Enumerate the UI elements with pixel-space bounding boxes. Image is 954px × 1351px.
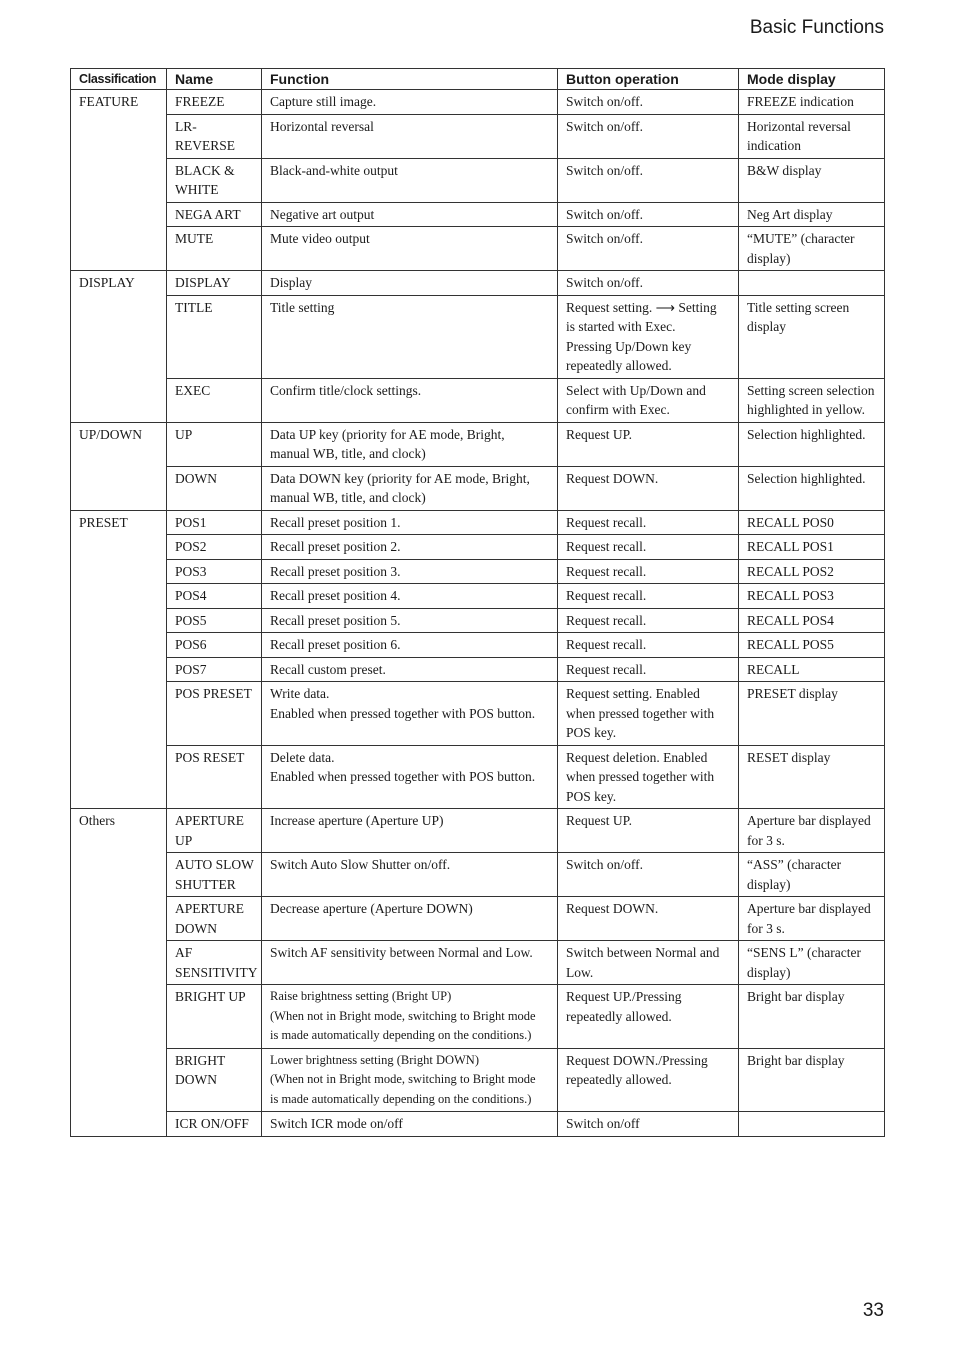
mode-display-cell <box>739 227 885 271</box>
name-cell <box>167 114 262 158</box>
name-cell <box>167 378 262 422</box>
button-operation-cell-line: Request recall. <box>566 661 647 677</box>
mode-display-cell <box>739 897 885 941</box>
table-header-row <box>71 69 885 90</box>
button-operation-cell-line: Switch between Normal and <box>566 945 720 960</box>
name-cell-line: POS7 <box>175 661 207 677</box>
name-cell-line: APERTURE <box>175 901 244 916</box>
button-operation-cell <box>558 633 739 658</box>
button-operation-cell-line: POS key. <box>566 725 617 740</box>
function-cell <box>262 985 558 1049</box>
name-cell <box>167 422 262 466</box>
name-cell-line: NEGA ART <box>175 206 241 222</box>
name-cell <box>167 941 262 985</box>
function-table <box>70 68 885 1137</box>
function-cell-line: Black-and-white output <box>270 162 398 178</box>
button-operation-cell-line: Switch on/off. <box>566 118 643 134</box>
mode-display-cell-line: RECALL <box>747 661 800 677</box>
table-row <box>71 271 885 296</box>
name-cell-line: POS4 <box>175 588 207 603</box>
button-operation-cell <box>558 941 739 985</box>
function-cell-line: Title setting <box>270 299 335 315</box>
button-operation-cell-line: confirm with Exec. <box>566 402 670 417</box>
classification-cell: DISPLAY <box>71 271 167 423</box>
name-cell-line: LR- <box>175 118 197 134</box>
function-cell-line: Enabled when pressed together with POS button. <box>270 705 536 721</box>
button-operation-cell <box>558 466 739 510</box>
mode-display-cell <box>739 466 885 510</box>
function-cell <box>262 158 558 202</box>
mode-display-cell <box>739 158 885 202</box>
mode-display-cell-line: display) <box>747 250 791 266</box>
mode-display-cell <box>739 657 885 682</box>
function-cell-line: Display <box>270 275 312 290</box>
name-cell <box>167 90 262 115</box>
button-operation-cell-line: repeatedly allowed. <box>566 1008 672 1024</box>
classification-cell: PRESET <box>71 510 167 809</box>
name-cell <box>167 584 262 609</box>
function-cell-line: Decrease aperture (Aperture DOWN) <box>270 901 473 916</box>
button-operation-cell <box>558 584 739 609</box>
name-cell-line: SHUTTER <box>175 876 236 892</box>
mode-display-cell-line: RECALL POS5 <box>747 637 834 652</box>
classification-cell: UP/DOWN <box>71 422 167 510</box>
button-operation-cell <box>558 271 739 296</box>
button-operation-cell <box>558 853 739 897</box>
name-cell <box>167 809 262 853</box>
classification-cell: Others <box>71 809 167 1137</box>
mode-display-cell <box>739 90 885 115</box>
function-cell <box>262 897 558 941</box>
mode-display-cell-line: “ASS” (character <box>747 857 842 872</box>
button-operation-cell <box>558 422 739 466</box>
function-cell-line: (When not in Bright mode, switching to Bright mode <box>270 1072 536 1086</box>
mode-display-cell <box>739 510 885 535</box>
button-operation-cell <box>558 985 739 1049</box>
function-cell-line: (When not in Bright mode, switching to Bright mode <box>270 1008 536 1023</box>
button-operation-cell <box>558 535 739 560</box>
name-cell-line: MUTE <box>175 231 214 246</box>
name-cell-line: POS5 <box>175 612 207 628</box>
table-row <box>71 227 885 271</box>
function-cell <box>262 227 558 271</box>
function-cell <box>262 295 558 378</box>
button-operation-cell-line: Switch on/off <box>566 1116 640 1131</box>
mode-display-cell <box>739 941 885 985</box>
table-body <box>71 90 885 1137</box>
button-operation-cell-line: Select with Up/Down and <box>566 382 706 398</box>
table-row <box>71 682 885 746</box>
classification-cell: FEATURE <box>71 90 167 271</box>
function-cell-line: Switch ICR mode on/off <box>270 1116 403 1131</box>
name-cell <box>167 1112 262 1137</box>
function-cell <box>262 466 558 510</box>
column-header-mode-display: Mode display <box>739 69 885 90</box>
button-operation-cell-line: POS key. <box>566 788 617 804</box>
mode-display-cell-line: display) <box>747 876 791 892</box>
mode-display-cell-line: display) <box>747 964 791 980</box>
table-row <box>71 535 885 560</box>
function-cell-line: Lower brightness setting (Bright DOWN) <box>270 1052 479 1067</box>
name-cell <box>167 1048 262 1112</box>
mode-display-cell <box>739 202 885 227</box>
column-header-classification: Classification <box>71 69 167 90</box>
table-row <box>71 378 885 422</box>
name-cell-line: REVERSE <box>175 138 236 153</box>
function-cell <box>262 271 558 296</box>
mode-display-cell <box>739 114 885 158</box>
table-row <box>71 584 885 609</box>
mode-display-cell-line: “MUTE” (character <box>747 231 855 246</box>
button-operation-cell-line: repeatedly allowed. <box>566 358 672 373</box>
button-operation-cell <box>558 510 739 535</box>
button-operation-cell <box>558 657 739 682</box>
table-row <box>71 158 885 202</box>
function-cell-line: Switch AF sensitivity between Normal and Low. <box>270 945 533 960</box>
table-row <box>71 745 885 809</box>
button-operation-cell-line: Switch on/off. <box>566 162 643 178</box>
button-operation-cell <box>558 114 739 158</box>
mode-display-cell-line: RECALL POS1 <box>747 539 834 554</box>
table-row <box>71 422 885 466</box>
button-operation-cell-line: repeatedly allowed. <box>566 1072 672 1087</box>
button-operation-cell <box>558 90 739 115</box>
table-row <box>71 295 885 378</box>
mode-display-cell-line: highlighted in yellow. <box>747 402 865 417</box>
function-cell-line: Horizontal reversal <box>270 118 374 134</box>
button-operation-cell-line: Request UP. <box>566 426 633 442</box>
function-cell-line: Increase aperture (Aperture UP) <box>270 813 444 828</box>
mode-display-cell-line: Bright bar display <box>747 989 845 1004</box>
name-cell <box>167 657 262 682</box>
function-cell-line: Recall custom preset. <box>270 661 386 677</box>
mode-display-cell <box>739 745 885 809</box>
name-cell <box>167 295 262 378</box>
function-cell-line: is made automatically depending on the conditions.) <box>270 1028 532 1042</box>
name-cell-line: POS3 <box>175 563 207 579</box>
name-cell-line: BLACK & <box>175 162 235 178</box>
function-cell-line: manual WB, title, and clock) <box>270 446 426 461</box>
name-cell <box>167 897 262 941</box>
button-operation-cell <box>558 897 739 941</box>
button-operation-cell-line: Request recall. <box>566 514 647 530</box>
name-cell-line: AUTO SLOW <box>175 857 254 872</box>
mode-display-cell-line: Neg Art display <box>747 206 833 222</box>
button-operation-cell-line: Request setting. ⟶ Setting <box>566 299 717 315</box>
name-cell-line: UP <box>175 832 193 848</box>
function-cell <box>262 633 558 658</box>
mode-display-cell-line: Aperture bar displayed <box>747 901 871 916</box>
function-cell <box>262 1048 558 1112</box>
table-row <box>71 657 885 682</box>
table-row <box>71 633 885 658</box>
mode-display-cell <box>739 535 885 560</box>
name-cell-line: AF <box>175 945 193 960</box>
mode-display-cell-line: display <box>747 319 786 334</box>
mode-display-cell <box>739 378 885 422</box>
function-cell <box>262 378 558 422</box>
function-cell-line: Recall preset position 4. <box>270 588 401 603</box>
button-operation-cell-line: is started with Exec. <box>566 319 676 334</box>
function-cell <box>262 90 558 115</box>
name-cell-line: WHITE <box>175 182 219 197</box>
mode-display-cell <box>739 1048 885 1112</box>
name-cell-line: APERTURE <box>175 813 244 828</box>
button-operation-cell-line: Request UP./Pressing <box>566 989 682 1004</box>
mode-display-cell-line: RECALL POS4 <box>747 612 834 628</box>
name-cell-line: DOWN <box>175 1072 217 1087</box>
function-cell <box>262 202 558 227</box>
mode-display-cell-line: RECALL POS2 <box>747 563 834 579</box>
button-operation-cell <box>558 202 739 227</box>
mode-display-cell <box>739 809 885 853</box>
function-cell-line: Write data. <box>270 686 330 701</box>
name-cell-line: POS RESET <box>175 749 245 765</box>
function-cell-line: Recall preset position 6. <box>270 637 401 652</box>
button-operation-cell-line: Switch on/off. <box>566 231 643 246</box>
table-row <box>71 559 885 584</box>
name-cell <box>167 985 262 1049</box>
name-cell <box>167 202 262 227</box>
name-cell-line: EXEC <box>175 382 211 398</box>
mode-display-cell <box>739 271 885 296</box>
function-cell-line: Enabled when pressed together with POS button. <box>270 769 536 784</box>
name-cell <box>167 271 262 296</box>
button-operation-cell <box>558 1112 739 1137</box>
mode-display-cell-line: FREEZE indication <box>747 94 854 109</box>
button-operation-cell-line: Switch on/off. <box>566 275 643 290</box>
button-operation-cell <box>558 1048 739 1112</box>
name-cell-line: POS1 <box>175 514 207 530</box>
mode-display-cell-line: Selection highlighted. <box>747 426 866 442</box>
function-cell <box>262 608 558 633</box>
button-operation-cell <box>558 378 739 422</box>
button-operation-cell-line: Request DOWN. <box>566 901 659 916</box>
name-cell <box>167 559 262 584</box>
mode-display-cell <box>739 1112 885 1137</box>
name-cell-line: POS6 <box>175 637 207 652</box>
button-operation-cell-line: Switch on/off. <box>566 94 643 109</box>
mode-display-cell-line: Title setting screen <box>747 299 850 315</box>
function-cell <box>262 809 558 853</box>
table-row <box>71 608 885 633</box>
name-cell <box>167 158 262 202</box>
mode-display-cell-line: indication <box>747 138 801 153</box>
table-row <box>71 897 885 941</box>
button-operation-cell-line: Request UP. <box>566 813 633 828</box>
name-cell-line: ICR ON/OFF <box>175 1116 249 1131</box>
name-cell <box>167 682 262 746</box>
mode-display-cell-line: Selection highlighted. <box>747 470 866 486</box>
name-cell <box>167 227 262 271</box>
column-header-button-operation: Button operation <box>558 69 739 90</box>
name-cell <box>167 608 262 633</box>
table-row <box>71 466 885 510</box>
button-operation-cell-line: Request setting. Enabled <box>566 686 700 701</box>
mode-display-cell-line: Horizontal reversal <box>747 118 851 134</box>
table-row <box>71 1112 885 1137</box>
button-operation-cell <box>558 809 739 853</box>
name-cell-line: BRIGHT UP <box>175 989 246 1004</box>
function-cell-line: is made automatically depending on the conditions.) <box>270 1091 532 1106</box>
button-operation-cell-line: Request deletion. Enabled <box>566 749 708 765</box>
page-number: 33 <box>862 1300 884 1321</box>
name-cell-line: DOWN <box>175 470 217 486</box>
function-cell <box>262 422 558 466</box>
button-operation-cell-line: Request recall. <box>566 612 647 628</box>
button-operation-cell <box>558 682 739 746</box>
column-header-name: Name <box>167 69 262 90</box>
button-operation-cell-line: Request recall. <box>566 588 647 603</box>
button-operation-cell-line: when pressed together with <box>566 769 715 784</box>
table-row <box>71 1048 885 1112</box>
table-row <box>71 853 885 897</box>
mode-display-cell <box>739 682 885 746</box>
button-operation-cell <box>558 227 739 271</box>
table-row <box>71 90 885 115</box>
name-cell <box>167 633 262 658</box>
function-cell <box>262 657 558 682</box>
name-cell-line: POS2 <box>175 539 207 554</box>
mode-display-cell-line: for 3 s. <box>747 832 785 848</box>
page-header-title: Basic Functions <box>749 17 884 38</box>
function-cell <box>262 510 558 535</box>
function-cell <box>262 1112 558 1137</box>
mode-display-cell-line: “SENS L” (character <box>747 945 861 960</box>
mode-display-cell-line: B&W display <box>747 162 822 178</box>
column-header-function: Function <box>262 69 558 90</box>
table-row <box>71 941 885 985</box>
function-cell-line: Data UP key (priority for AE mode, Bright, <box>270 426 505 442</box>
mode-display-cell <box>739 295 885 378</box>
function-cell-line: Raise brightness setting (Bright UP) <box>270 989 452 1003</box>
name-cell-line: POS PRESET <box>175 686 252 701</box>
function-cell <box>262 114 558 158</box>
mode-display-cell-line: PRESET display <box>747 686 838 701</box>
name-cell-line: FREEZE <box>175 94 225 109</box>
name-cell-line: DOWN <box>175 920 217 936</box>
button-operation-cell-line: Request DOWN./Pressing <box>566 1052 708 1068</box>
name-cell <box>167 510 262 535</box>
button-operation-cell-line: Request recall. <box>566 539 647 554</box>
mode-display-cell <box>739 853 885 897</box>
mode-display-cell-line: RESET display <box>747 749 831 765</box>
button-operation-cell <box>558 608 739 633</box>
name-cell <box>167 853 262 897</box>
mode-display-cell-line: for 3 s. <box>747 920 785 936</box>
button-operation-cell-line: when pressed together with <box>566 705 715 721</box>
button-operation-cell <box>558 158 739 202</box>
function-cell <box>262 682 558 746</box>
function-cell-line: Recall preset position 5. <box>270 612 401 628</box>
function-cell <box>262 559 558 584</box>
name-cell <box>167 535 262 560</box>
name-cell-line: UP <box>175 426 193 442</box>
function-cell <box>262 745 558 809</box>
mode-display-cell <box>739 559 885 584</box>
button-operation-cell-line: Request recall. <box>566 637 647 652</box>
function-cell-line: Delete data. <box>270 749 335 765</box>
mode-display-cell-line: RECALL POS3 <box>747 588 834 603</box>
function-cell <box>262 535 558 560</box>
function-cell-line: Data DOWN key (priority for AE mode, Bright, <box>270 470 530 486</box>
table-row <box>71 510 885 535</box>
function-cell-line: Switch Auto Slow Shutter on/off. <box>270 857 451 872</box>
function-cell-line: Recall preset position 3. <box>270 563 401 579</box>
function-cell-line: Recall preset position 2. <box>270 539 401 554</box>
function-cell <box>262 853 558 897</box>
button-operation-cell-line: Pressing Up/Down key <box>566 338 692 354</box>
function-cell-line: Capture still image. <box>270 94 377 109</box>
table-row <box>71 809 885 853</box>
mode-display-cell <box>739 633 885 658</box>
name-cell-line: SENSITIVITY <box>175 964 258 980</box>
button-operation-cell <box>558 559 739 584</box>
function-cell <box>262 941 558 985</box>
table-row <box>71 114 885 158</box>
function-cell-line: Negative art output <box>270 206 375 222</box>
function-cell-line: manual WB, title, and clock) <box>270 490 426 505</box>
mode-display-cell <box>739 608 885 633</box>
mode-display-cell <box>739 985 885 1049</box>
mode-display-cell <box>739 584 885 609</box>
name-cell-line: TITLE <box>175 299 213 315</box>
button-operation-cell-line: Request DOWN. <box>566 470 659 486</box>
button-operation-cell-line: Switch on/off. <box>566 206 643 222</box>
mode-display-cell-line: Setting screen selection <box>747 382 875 398</box>
button-operation-cell-line: Switch on/off. <box>566 857 643 872</box>
name-cell <box>167 745 262 809</box>
function-cell-line: Recall preset position 1. <box>270 514 401 530</box>
button-operation-cell <box>558 745 739 809</box>
button-operation-cell-line: Low. <box>566 964 594 980</box>
function-cell <box>262 584 558 609</box>
table-row <box>71 985 885 1049</box>
name-cell-line: DISPLAY <box>175 275 231 290</box>
mode-display-cell-line: Aperture bar displayed <box>747 813 871 828</box>
mode-display-cell-line: Bright bar display <box>747 1052 845 1068</box>
function-cell-line: Mute video output <box>270 231 370 246</box>
button-operation-cell-line: Request recall. <box>566 563 647 579</box>
name-cell-line: BRIGHT <box>175 1052 226 1068</box>
name-cell <box>167 466 262 510</box>
mode-display-cell <box>739 422 885 466</box>
table-row <box>71 202 885 227</box>
mode-display-cell-line: RECALL POS0 <box>747 514 834 530</box>
button-operation-cell <box>558 295 739 378</box>
function-cell-line: Confirm title/clock settings. <box>270 382 422 398</box>
